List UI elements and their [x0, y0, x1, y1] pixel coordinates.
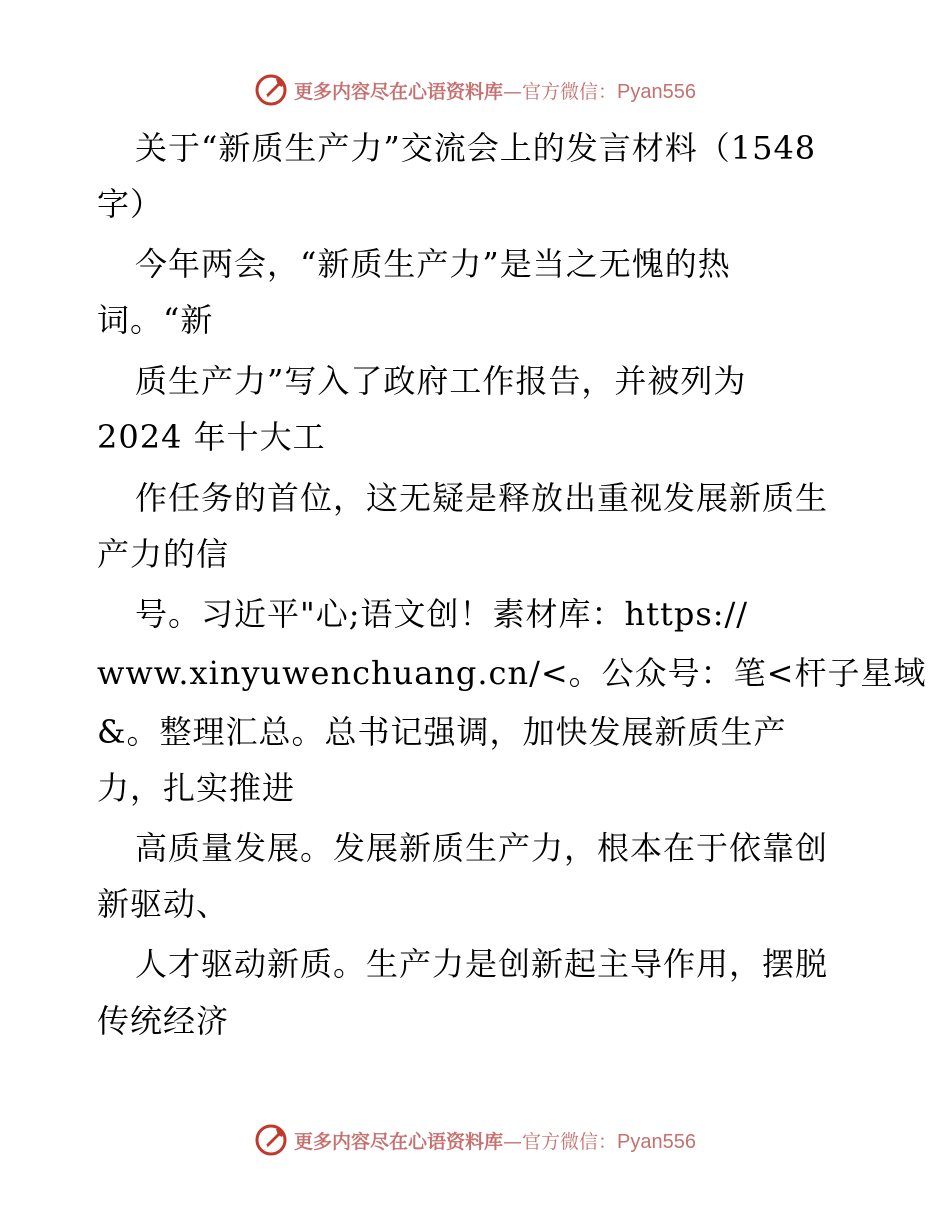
banner-wechat-label: 官方微信：: [522, 1130, 618, 1153]
document-line: 字）: [97, 185, 164, 223]
banner-wechat-label: 官方微信：: [522, 80, 618, 103]
document-line: 质生产力”写入了政府工作报告，并被列为: [135, 362, 747, 400]
footer-watermark-text: [294, 1127, 696, 1154]
banner-main-text: 更多内容尽在心语资料库: [294, 1130, 504, 1153]
banner-wechat-id: Pyan556: [617, 80, 696, 103]
document-line: &。整理汇总。总书记强调，加快发展新质生产: [97, 713, 787, 751]
banner-separator: —: [503, 1130, 523, 1153]
banner-wechat-id: Pyan556: [617, 1130, 696, 1153]
document-line: 号。习近平"心;语文创！素材库：https://: [135, 595, 749, 633]
document-line: 产力的信: [97, 535, 230, 573]
banner-separator: —: [503, 80, 523, 103]
quill-logo-icon: [254, 73, 288, 107]
document-line: 今年两会，“新质生产力”是当之无愧的热: [135, 245, 731, 283]
document-line: 词。“新: [97, 301, 214, 339]
document-line: 新驱动、: [97, 885, 230, 923]
document-line: 人才驱动新质。生产力是创新起主导作用，摆脱: [135, 945, 829, 983]
header-watermark-text: [294, 77, 696, 104]
banner-main-text: 更多内容尽在心语资料库: [294, 80, 504, 103]
document-line: www.xinyuwenchuang.cn/<。公众号：笔<杆子星域: [97, 654, 927, 692]
quill-logo-icon: [254, 1123, 288, 1157]
header-watermark: [0, 70, 950, 110]
document-line: 高质量发展。发展新质生产力，根本在于依靠创: [135, 829, 829, 867]
document-line: 作任务的首位，这无疑是释放出重视发展新质生: [135, 479, 829, 517]
document-line: 力，扎实推进: [97, 769, 296, 807]
footer-watermark: [0, 1120, 950, 1160]
document-line: 关于“新质生产力”交流会上的发言材料（1548: [135, 129, 817, 167]
document-line: 2024 年十大工: [97, 418, 326, 456]
document-line: 传统经济: [97, 1002, 230, 1040]
